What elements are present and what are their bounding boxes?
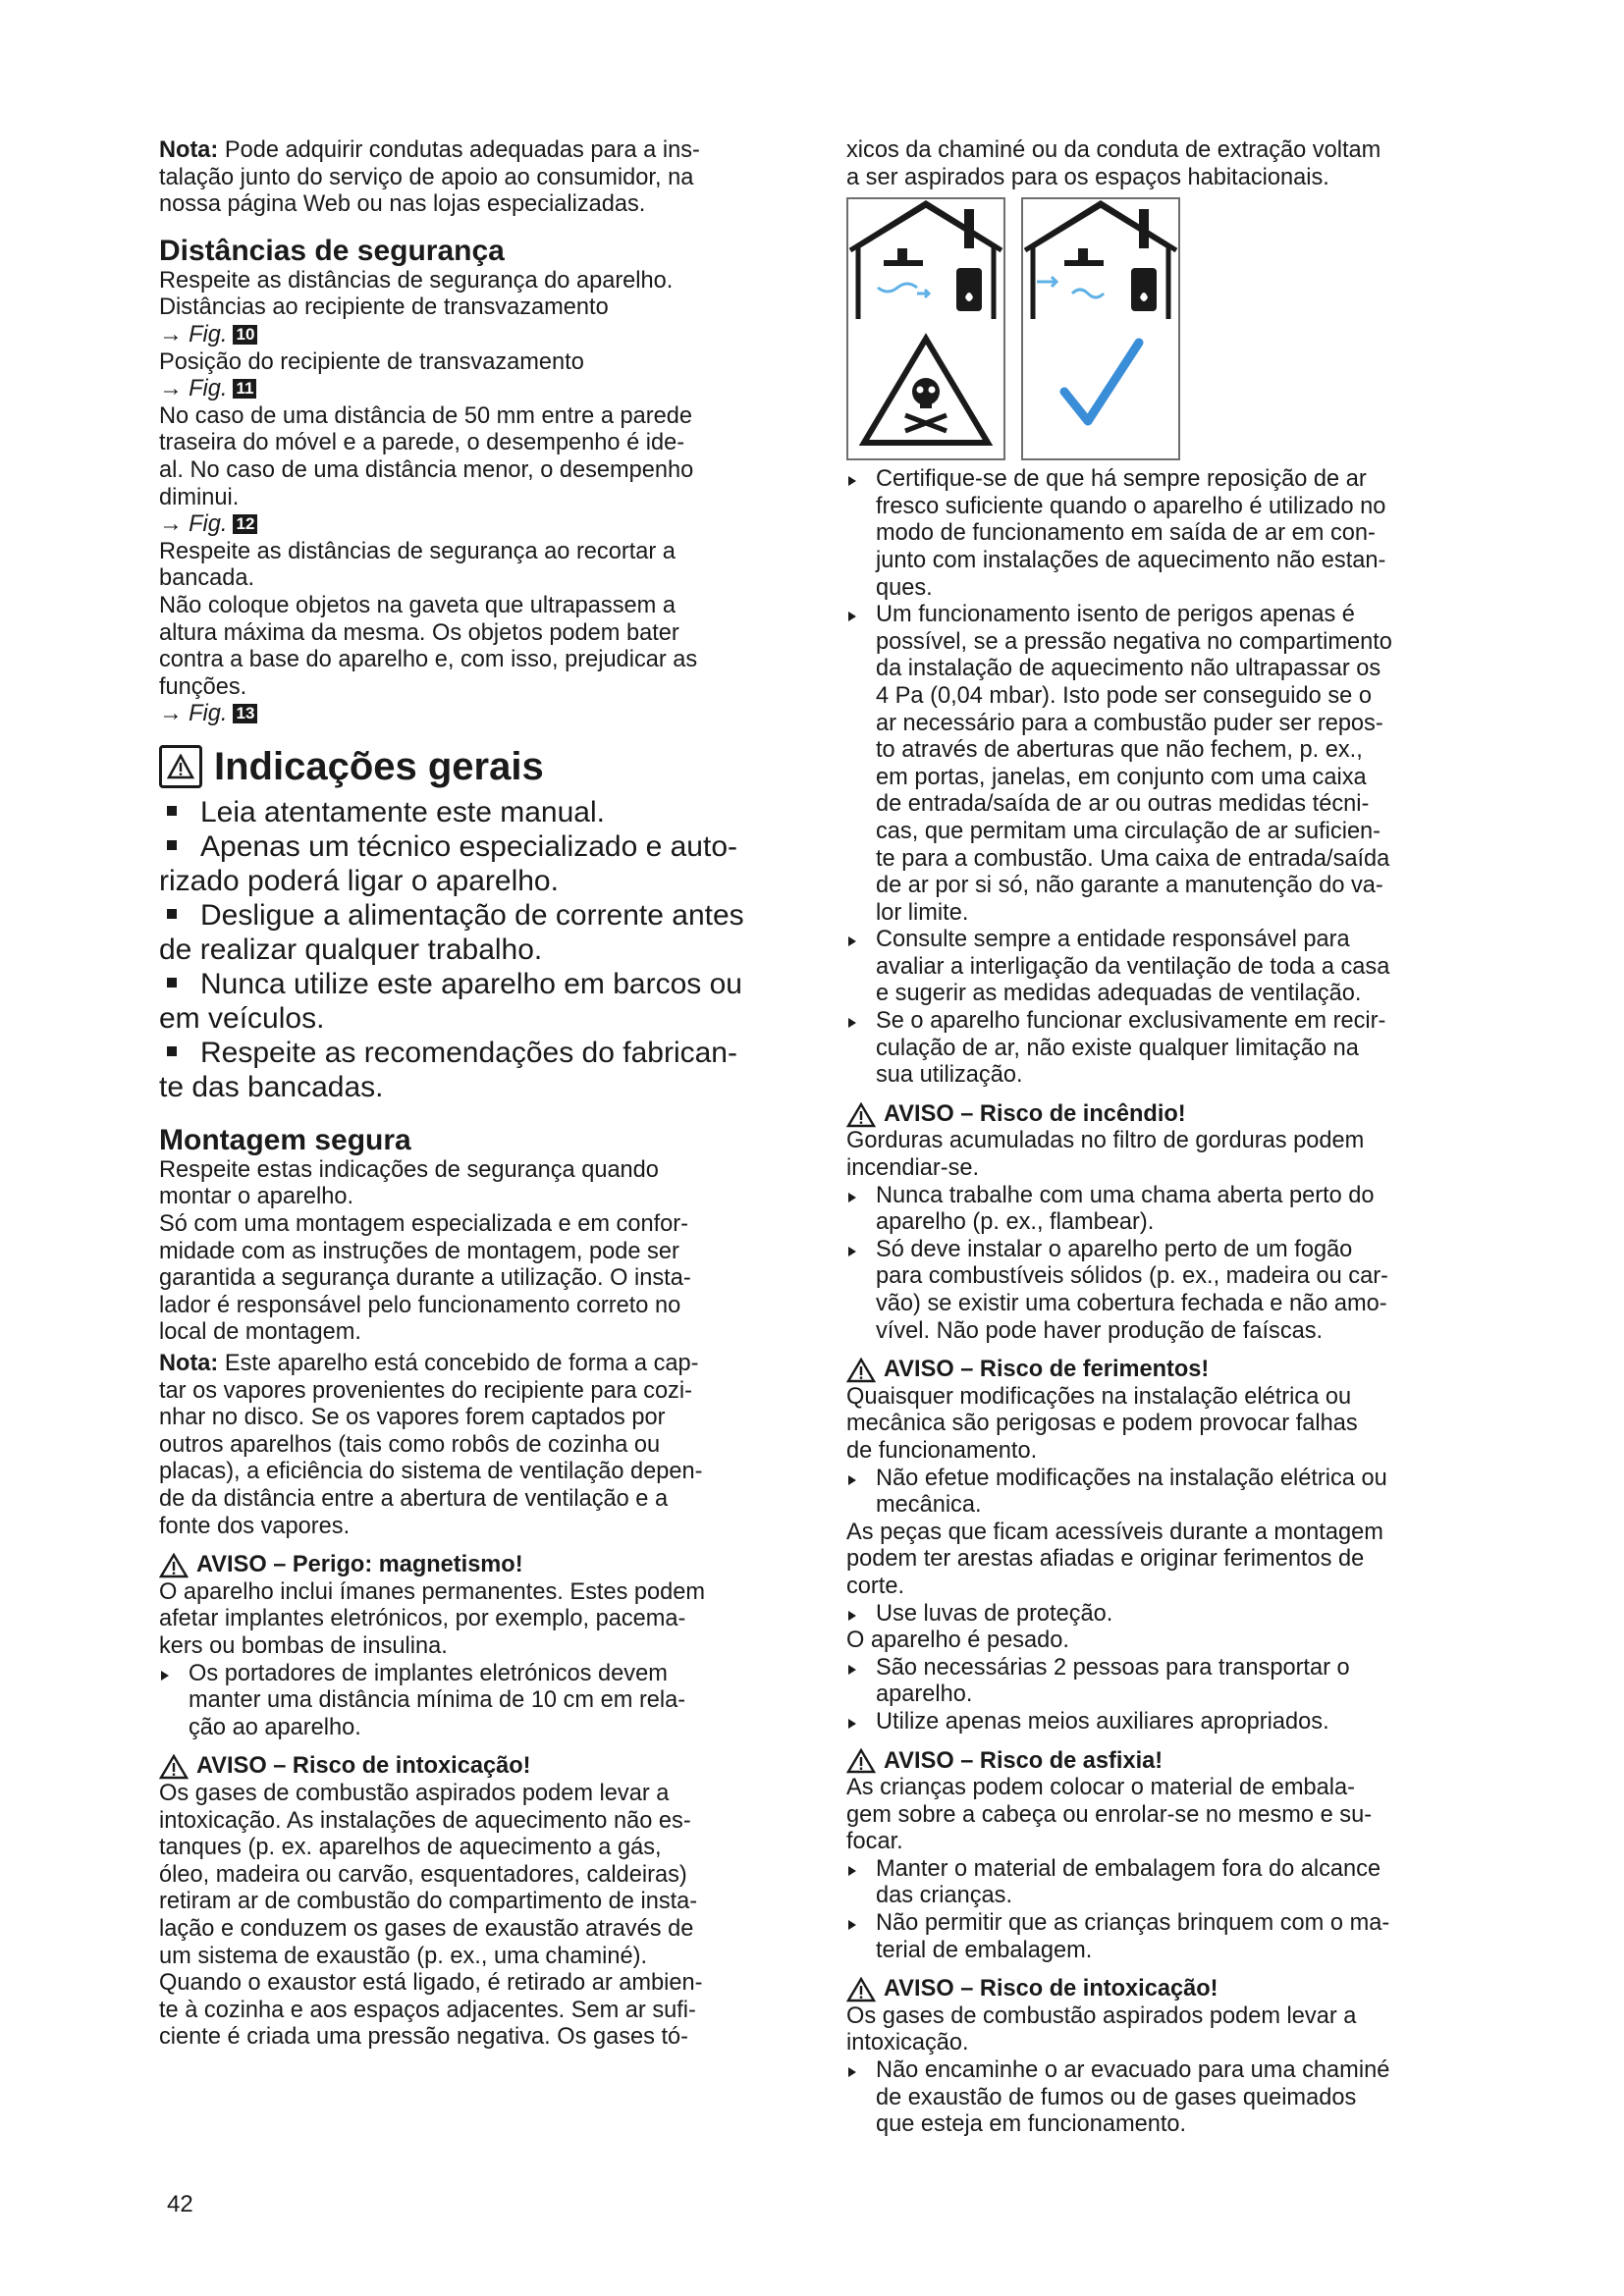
nota-label: Nota: (159, 1351, 219, 1377)
fig-ref-10[interactable]: → Fig. 10 (159, 322, 257, 347)
house-ok-illustration (1023, 199, 1178, 458)
square-bullet-icon (167, 1046, 177, 1056)
warning-triangle-icon (846, 1102, 876, 1128)
aviso-asfixia: AVISO – Risco de asfixia! (846, 1748, 1487, 1776)
fig-ref-13[interactable]: → Fig. 13 (159, 701, 257, 726)
list-item: Não encaminhe o ar evacuado para uma chaminé de exaustão de fumos ou de gases queimados que esteja em funcionamento. (846, 2057, 1487, 2139)
list-item: Um funcionamento isento de perigos apenas é possível, se a pressão negativa no compartimento da instalação de aquecimento não ultrapassar os 4 Pa (0,04 mbar). Isto pode ser conseguido se o ar necessário para a combustão puder ser repos- to através de aberturas que não fechem, p. ex., em portas, janelas, em conjunto com uma caixa de entrada/saída de ar ou outras medidas técni- cas, que permitam uma circulação de ar suficien- te para a combustão. Uma caixa de entrada/saída de ar por si só, não garante a manutenção do va- lor limite. (846, 602, 1487, 927)
nota-vapores: Nota: Este aparelho está concebido de forma a cap- tar os vapores provenientes do recipiente para cozi- nhar no disco. Se os vapores forem captados por outros aparelhos (tais como robôs de cozinha ou placas), a eficiência do sistema de ventilação depen- de da distância entre a abertura de ventilação e a fonte dos vapores. (159, 1351, 703, 1539)
intoxicacao-2-body: Os gases de combustão aspirados podem levar a intoxicação. (846, 2002, 1357, 2056)
warning-triangle-icon (846, 1977, 876, 2002)
intoxicacao-2-list (846, 2057, 1487, 2139)
arrow-bullet-icon (848, 612, 856, 621)
pesado-text: O aparelho é pesado. (846, 1628, 1069, 1654)
incendio-body: Gorduras acumuladas no filtro de gorduras podem incendiar-se. (846, 1128, 1365, 1182)
list-item: Leia atentamente este manual. (159, 795, 797, 829)
intoxicacao-body: Os gases de combustão aspirados podem levar a intoxicação. As instalações de aquecimento não es- tanques (p. ex. aparelhos de aquecimento a gás, óleo, madeira ou carvão, esquentadores, caldeiras) retiram ar de combustão do compartimento de insta- lação e conduzem os gases de exaustão através de um sistema de exaustão (p. ex., uma chaminé). Quando o exaustor está ligado, é retirado ar ambien- te à cozinha e aos espaços adjacentes. Sem ar sufi- ciente é criada uma pressão negativa. Os gases tó- (159, 1780, 703, 2051)
panel-danger (846, 197, 1005, 460)
heading-indicacoes: Indicações gerais (159, 744, 797, 789)
heading-montagem: Montagem segura (159, 1123, 411, 1156)
warning-triangle-icon (159, 1754, 189, 1780)
list-item: Não efetue modificações na instalação elétrica ou mecânica. (846, 1466, 1487, 1520)
montagem-body: Respeite estas indicações de segurança quando montar o aparelho. Só com uma montagem especializada e em confor- midade com as instruções de montagem, pode ser garantida a segurança durante a utilização. O insta- lador é responsável pelo funcionamento correto no local de montagem. (159, 1156, 691, 1346)
panel-ok (1021, 197, 1180, 460)
square-bullet-icon (167, 909, 177, 919)
fig-ref-11[interactable]: → Fig. 11 (159, 376, 256, 401)
ferimentos-body: Quaisquer modificações na instalação elétrica ou mecânica são perigosas e podem provocar falhas de funcionamento. (846, 1383, 1358, 1464)
arrow-bullet-icon (848, 1719, 856, 1729)
list-item: Apenas um técnico especializado e auto- rizado poderá ligar o aparelho. (159, 829, 738, 897)
arrow-bullet-icon (848, 1866, 856, 1876)
nota-label: Nota: (159, 137, 219, 163)
incendio-list (846, 1183, 1487, 1346)
list-item: Só deve instalar o aparelho perto de um fogão para combustíveis sólidos (p. ex., madeira ou car- vão) se existir uma cobertura fechada e não amo- vível. Não pode haver produção de faíscas. (846, 1237, 1487, 1345)
arrow-bullet-icon (848, 1920, 856, 1930)
list-item: Manter o material de embalagem fora do alcance das crianças. (846, 1856, 1487, 1910)
aviso-incendio: AVISO – Risco de incêndio! (846, 1101, 1487, 1129)
distancias-body: Respeite as distâncias de segurança do aparelho. Distâncias ao recipiente de transvazamento → Fig. 10 Posição do recipiente de transvazamento → Fig. 11 No caso de uma distância de 50 mm entre a parede traseira do móvel e a parede, o desempenho é ide- al. No caso de uma distância menor, o desempenho diminui. → Fig. 12 Respeite as distâncias de segurança ao recortar a bancada. Não coloque objetos na gaveta que ultrapassem a altura máxima da mesma. Os objetos podem bater contra a base do aparelho e, com isso, prejudicar as funções. → Fig. 13 (159, 267, 698, 727)
square-bullet-icon (167, 840, 177, 850)
arrow-bullet-icon (848, 936, 856, 946)
list-item: Certifique-se de que há sempre reposição de ar fresco suficiente quando o aparelho é utilizado no modo de funcionamento em saída de ar em con- junto com instalações de aquecimento não estan- ques. (846, 466, 1487, 602)
pesado-list (846, 1655, 1487, 1736)
magnetismo-list (159, 1661, 797, 1742)
list-item: Respeite as recomendações do fabrican- te das bancadas. (159, 1036, 737, 1103)
arrow-bullet-icon (848, 1475, 856, 1485)
arrow-bullet-icon (848, 476, 856, 486)
continuation-text: xicos da chaminé ou da conduta de extração voltam a ser aspirados para os espaços habitacionais. (846, 137, 1381, 190)
list-item: Os portadores de implantes eletrónicos devem manter uma distância mínima de 10 cm em rela- ção ao aparelho. (159, 1661, 797, 1742)
warning-triangle-icon (846, 1358, 876, 1383)
house-danger-illustration (848, 199, 1003, 458)
list-item: Se o aparelho funcionar exclusivamente em recir- culação de ar, não existe qualquer limitação na sua utilização. (846, 1008, 1487, 1090)
list-item: Utilize apenas meios auxiliares apropriados. (846, 1709, 1487, 1736)
list-item: Nunca trabalhe com uma chama aberta perto do aparelho (p. ex., flambear). (846, 1183, 1487, 1237)
aviso-intoxicacao: AVISO – Risco de intoxicação! (159, 1753, 797, 1781)
asfixia-body: As crianças podem colocar o material de embala- gem sobre a cabeça ou enrolar-se no mesmo e su- focar. (846, 1775, 1373, 1855)
asfixia-list (846, 1856, 1487, 1964)
skull-crossbones-icon (905, 378, 947, 431)
indicacoes-list (159, 795, 797, 1104)
list-item: Nunca utilize este aparelho em barcos ou em veículos. (159, 967, 742, 1035)
arrow-bullet-icon (848, 1611, 856, 1621)
arrow-bullet-icon (848, 1247, 856, 1256)
list-item: São necessárias 2 pessoas para transportar o aparelho. (846, 1655, 1487, 1709)
aviso-ferimentos: AVISO – Risco de ferimentos! (846, 1357, 1487, 1384)
right-column (846, 137, 1487, 2139)
magnetismo-body: O aparelho inclui ímanes permanentes. Estes podem afetar implantes eletrónicos, por exemplo, pacema- kers ou bombas de insulina. (159, 1578, 706, 1659)
warning-triangle-icon (159, 1553, 189, 1578)
ferimentos-body-2: As peças que ficam acessíveis durante a montagem podem ter arestas afiadas e originar ferimentos de corte. (846, 1519, 1383, 1599)
list-item: Use luvas de proteção. (846, 1601, 1487, 1629)
left-column (159, 137, 797, 2052)
list-item: Desligue a alimentação de corrente antes de realizar qualquer trabalho. (159, 898, 744, 966)
warning-triangle-icon (846, 1748, 876, 1774)
arrow-bullet-icon (848, 1665, 856, 1675)
heading-distancias: Distâncias de segurança (159, 234, 505, 267)
aviso-magnetismo: AVISO – Perigo: magnetismo! (159, 1552, 797, 1579)
page-number: 42 (167, 2191, 193, 2217)
checkmark-icon (1064, 343, 1139, 421)
ferimentos-list-2 (846, 1601, 1487, 1629)
square-bullet-icon (167, 978, 177, 988)
arrow-bullet-icon (848, 2067, 856, 2077)
arrow-bullet-icon (161, 1671, 169, 1681)
arrow-bullet-icon (848, 1018, 856, 1028)
warning-box-icon (159, 745, 202, 788)
list-item: Não permitir que as crianças brinquem com o ma- terial de embalagem. (846, 1910, 1487, 1964)
arrow-bullet-icon (848, 1193, 856, 1202)
aviso-intoxicacao-2: AVISO – Risco de intoxicação! (846, 1976, 1487, 2003)
list-item: Consulte sempre a entidade responsável para avaliar a interligação da ventilação de toda a casa e sugerir as medidas adequadas de ventilação. (846, 927, 1487, 1008)
ventilation-list (846, 466, 1487, 1090)
square-bullet-icon (167, 806, 177, 816)
ferimentos-list-1 (846, 1466, 1487, 1520)
fig-ref-12[interactable]: → Fig. 12 (159, 511, 257, 537)
nota-installation: Nota: Pode adquirir condutas adequadas para a ins- talação junto do serviço de apoio ao consumidor, na nossa página Web ou nas lojas especializadas. (159, 137, 700, 218)
ventilation-figure (846, 197, 1487, 460)
